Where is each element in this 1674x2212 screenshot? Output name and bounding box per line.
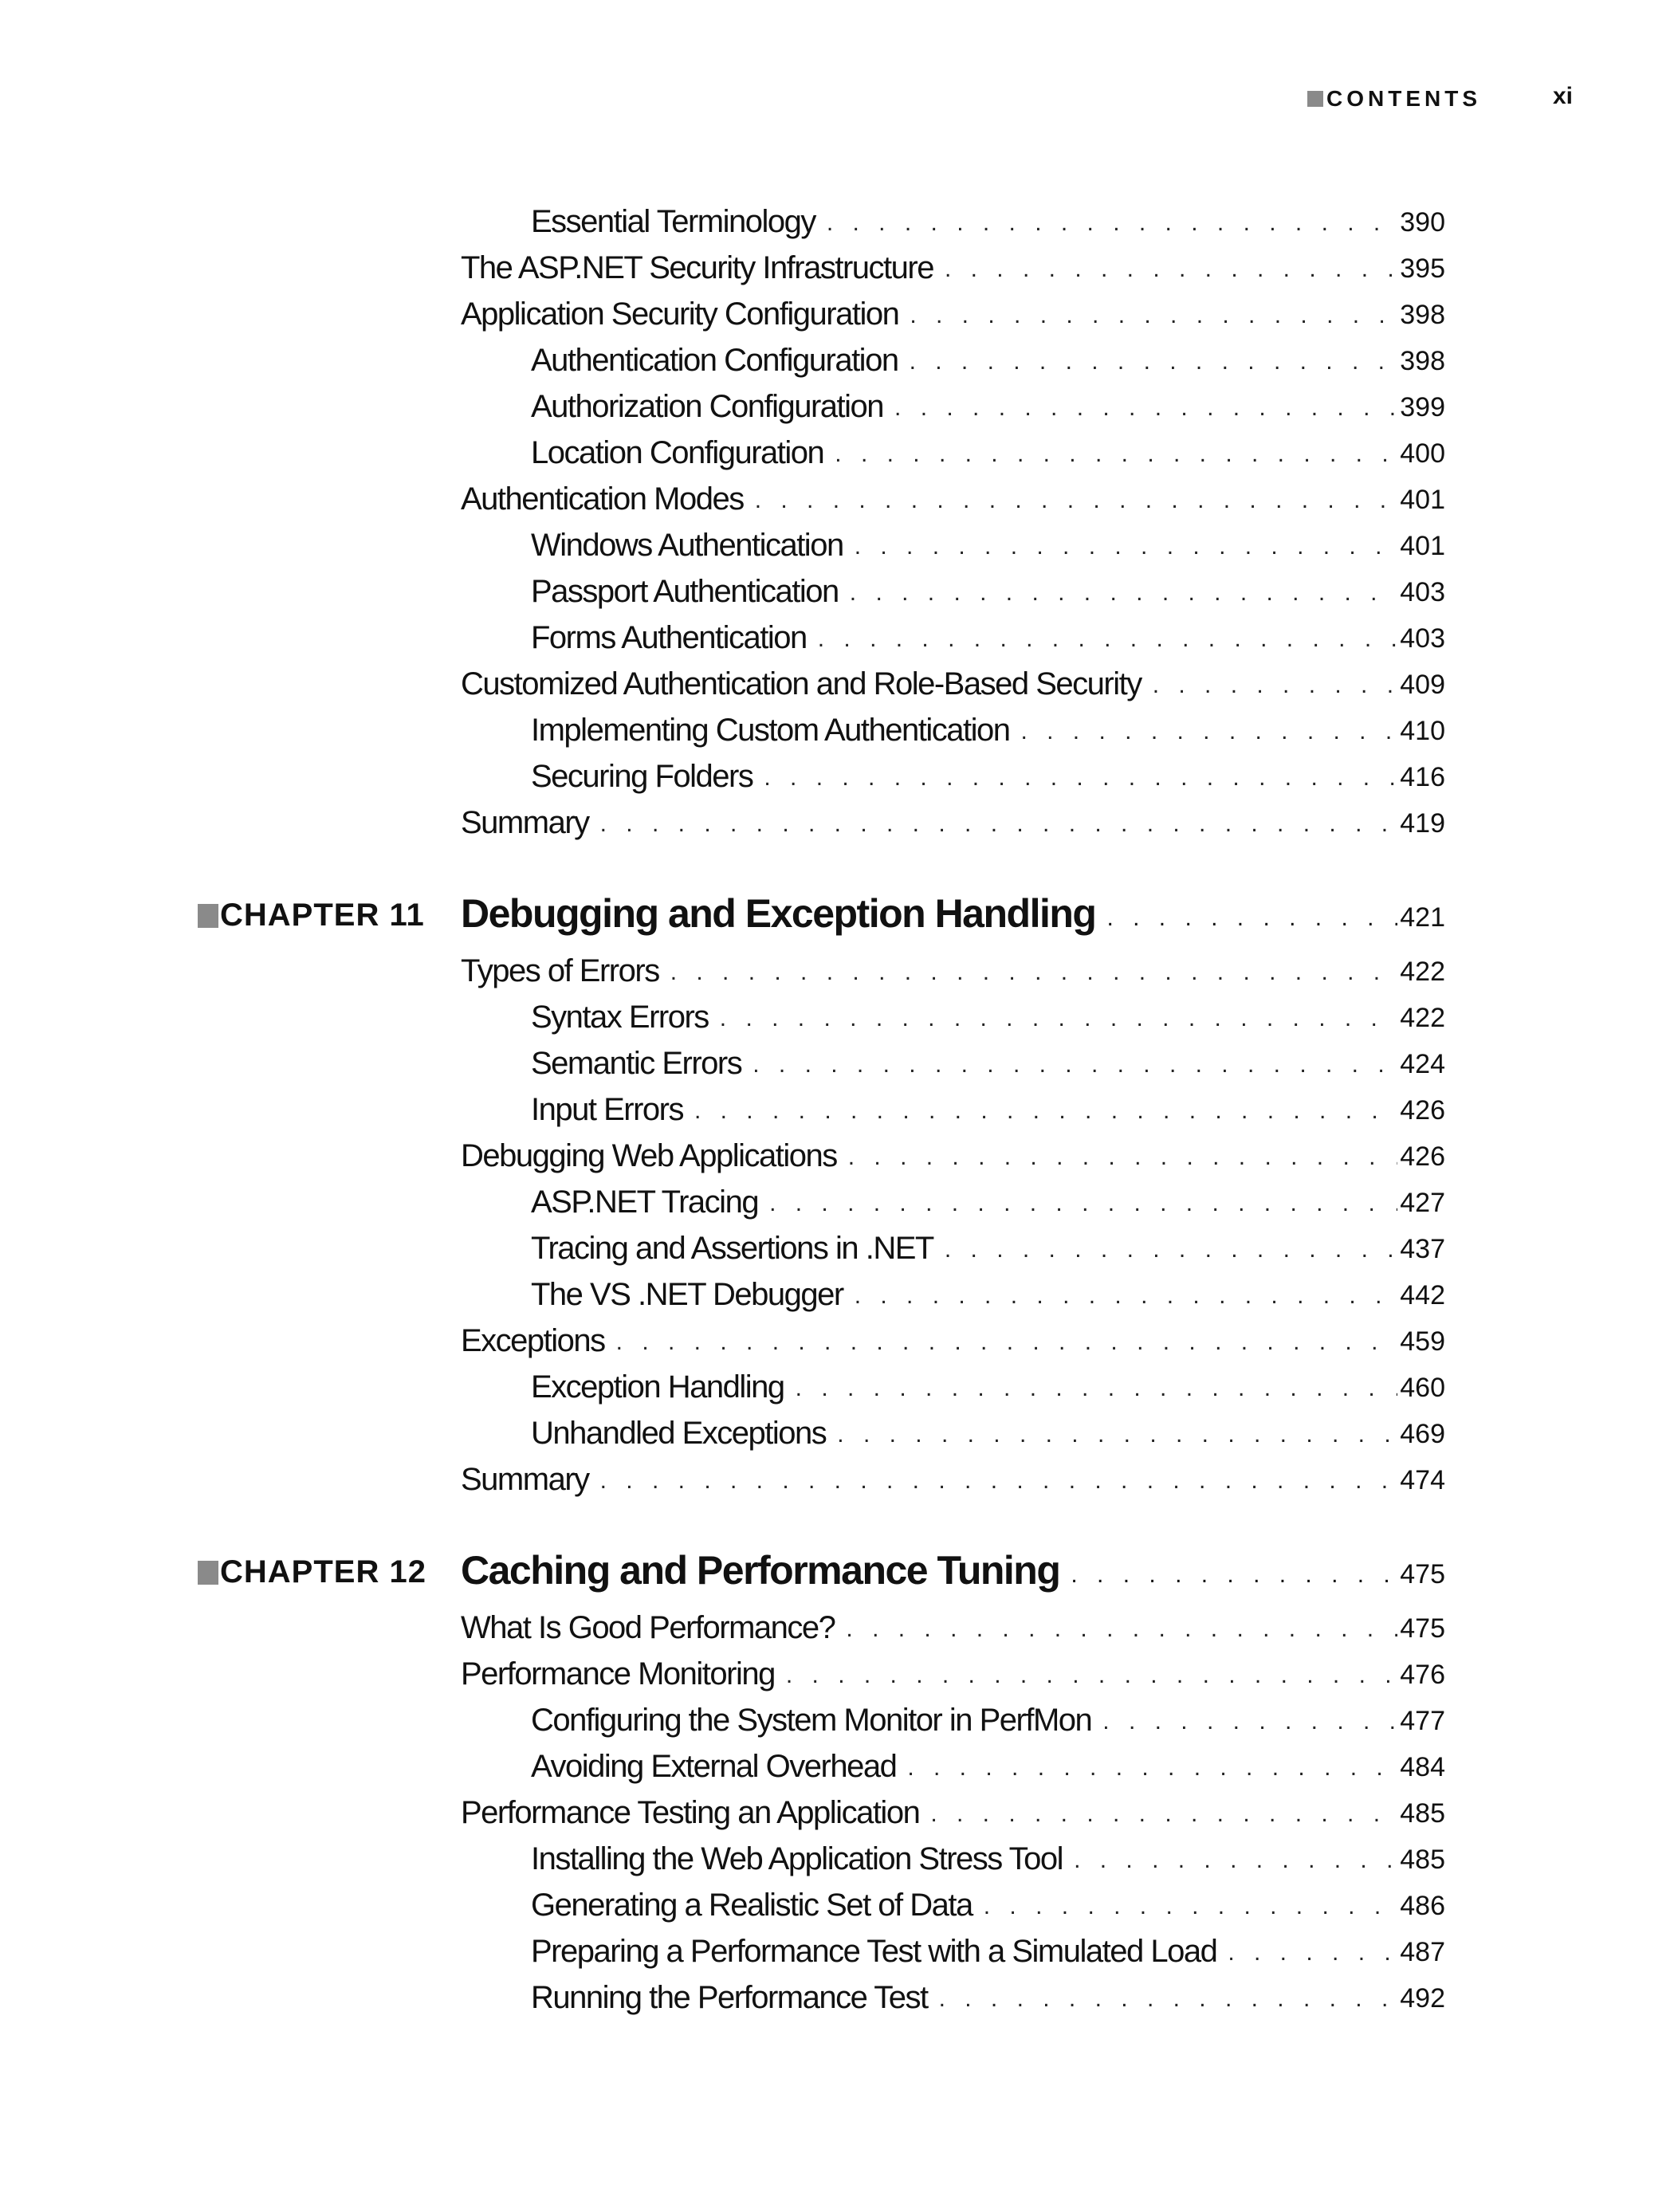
toc-entry-title: Authorization Configuration	[531, 389, 884, 424]
dot-leader	[694, 1099, 1397, 1128]
toc-entry-title: Generating a Realistic Set of Data	[531, 1888, 973, 1923]
dot-leader	[984, 1895, 1397, 1923]
toc-entry[interactable]	[461, 379, 1445, 425]
toc-entry[interactable]	[461, 1405, 1445, 1452]
chapter-12-page: 475	[1400, 1559, 1445, 1589]
toc-entry-page: 477	[1400, 1706, 1445, 1736]
toc-entry-page: 442	[1400, 1280, 1445, 1310]
dot-leader	[848, 1145, 1397, 1174]
toc-entry-title: Windows Authentication	[531, 528, 843, 563]
toc-entry-title: Passport Authentication	[531, 574, 839, 609]
toc-entry[interactable]	[461, 517, 1445, 564]
toc-entry-title: Customized Authentication and Role-Based Security	[461, 666, 1142, 701]
running-head-text: CONTENTS	[1326, 86, 1481, 111]
toc-entry[interactable]	[461, 1452, 1445, 1498]
dot-leader	[753, 1053, 1397, 1082]
toc-entry[interactable]	[461, 425, 1445, 471]
toc-entry-title: Location Configuration	[531, 435, 824, 470]
dot-leader	[850, 581, 1397, 610]
dot-leader	[1071, 1563, 1397, 1593]
toc-entry-page: 426	[1400, 1095, 1445, 1126]
dot-leader	[616, 1330, 1397, 1359]
toc-entry-page: 403	[1400, 623, 1445, 654]
page-folio: xi	[1553, 83, 1574, 109]
toc-entry-title: Running the Performance Test	[531, 1980, 928, 2015]
toc-entry-page: 492	[1400, 1983, 1445, 2014]
toc-entry-title: Performance Monitoring	[461, 1656, 775, 1691]
toc-entry-page: 485	[1400, 1798, 1445, 1829]
dot-leader	[786, 1664, 1397, 1692]
toc-group-2	[461, 943, 1445, 1498]
toc-entry-page: 400	[1400, 438, 1445, 469]
toc-entry[interactable]	[461, 471, 1445, 517]
square-bullet-icon	[198, 1561, 218, 1585]
toc-entry-title: Types of Errors	[461, 953, 659, 988]
toc-entry[interactable]	[461, 656, 1445, 702]
toc-entry[interactable]	[461, 1035, 1445, 1082]
toc-entry[interactable]	[461, 1923, 1445, 1970]
toc-entry-page: 487	[1400, 1937, 1445, 1967]
chapter-12-label: CHAPTER 12	[220, 1554, 426, 1589]
toc-entry-title: Application Security Configuration	[461, 297, 899, 332]
dot-leader	[600, 812, 1397, 841]
toc-entry-page: 422	[1400, 957, 1445, 987]
toc-entry-page: 486	[1400, 1891, 1445, 1921]
toc-entry-title: Input Errors	[531, 1092, 683, 1127]
toc-entry-title: Semantic Errors	[531, 1046, 742, 1081]
toc-entry-page: 427	[1400, 1188, 1445, 1218]
dot-leader	[945, 1238, 1397, 1267]
toc-entry-page: 484	[1400, 1752, 1445, 1782]
toc-entry-page: 422	[1400, 1003, 1445, 1033]
toc-entry[interactable]	[461, 1082, 1445, 1128]
dot-leader	[846, 1617, 1397, 1646]
square-bullet-icon	[198, 904, 218, 928]
dot-leader	[818, 627, 1397, 656]
toc-entry-page: 398	[1400, 300, 1445, 330]
toc-entry-title: Preparing a Performance Test with a Simulated Load	[531, 1934, 1217, 1969]
toc-entry-page: 475	[1400, 1613, 1445, 1644]
dot-leader	[827, 211, 1397, 240]
dot-leader	[796, 1377, 1397, 1405]
toc-entry-title: Avoiding External Overhead	[531, 1749, 897, 1784]
toc-entry[interactable]	[461, 564, 1445, 610]
toc-group-1	[461, 194, 1445, 841]
dot-leader	[910, 304, 1397, 332]
toc-entry-page: 426	[1400, 1141, 1445, 1172]
chapter-12-title: Caching and Performance Tuning	[461, 1548, 1060, 1593]
toc-entry-title: Summary	[461, 805, 589, 840]
toc-entry-title: The VS .NET Debugger	[531, 1277, 843, 1312]
toc-entry-title: Installing the Web Application Stress Tool	[531, 1841, 1063, 1876]
toc-entry-title: ASP.NET Tracing	[531, 1185, 759, 1220]
toc-entry-title: Tracing and Assertions in .NET	[531, 1231, 933, 1266]
dot-leader	[600, 1469, 1397, 1498]
chapter-11-page: 421	[1400, 902, 1445, 933]
dot-leader	[1074, 1849, 1397, 1877]
toc-entry-title: Unhandled Exceptions	[531, 1416, 827, 1451]
dot-leader	[755, 489, 1397, 517]
toc-entry-title: Syntax Errors	[531, 1000, 709, 1035]
chapter-11-title: Debugging and Exception Handling	[461, 891, 1096, 936]
toc-entry-title: Authentication Configuration	[531, 343, 898, 378]
toc-entry[interactable]	[461, 1739, 1445, 1785]
chapter-11-label: CHAPTER 11	[220, 898, 425, 933]
toc-entry-page: 424	[1400, 1049, 1445, 1079]
toc-entry[interactable]	[461, 240, 1445, 286]
dot-leader	[1102, 1710, 1397, 1739]
toc-entry[interactable]	[461, 1692, 1445, 1739]
toc-entry-title: The ASP.NET Security Infrastructure	[461, 250, 933, 285]
toc-entry-title: What Is Good Performance?	[461, 1610, 835, 1645]
dot-leader	[837, 1423, 1397, 1452]
dot-leader	[907, 1756, 1397, 1785]
dot-leader	[855, 1284, 1397, 1313]
toc-entry-page: 399	[1400, 392, 1445, 422]
dot-leader	[945, 257, 1397, 286]
dot-leader	[1153, 674, 1397, 702]
toc-entry-title: Exception Handling	[531, 1369, 784, 1405]
toc-entry-page: 409	[1400, 670, 1445, 700]
dot-leader	[835, 442, 1397, 471]
toc-entry-title: Exceptions	[461, 1323, 605, 1358]
dot-leader	[1228, 1941, 1397, 1970]
toc-entry[interactable]	[461, 1174, 1445, 1220]
toc-entry-title: Summary	[461, 1462, 589, 1497]
chapter-12-heading[interactable]	[220, 1522, 1445, 1593]
toc-entry-title: Forms Authentication	[531, 620, 807, 655]
toc-entry-page: 410	[1400, 716, 1445, 746]
toc-entry[interactable]	[461, 332, 1445, 379]
toc-entry[interactable]	[461, 795, 1445, 841]
toc-entry-page: 403	[1400, 577, 1445, 607]
toc-entry[interactable]	[461, 989, 1445, 1035]
toc-entry[interactable]	[461, 1970, 1445, 2016]
toc-entry[interactable]	[461, 1267, 1445, 1313]
toc-entry-page: 398	[1400, 346, 1445, 376]
toc-entry-title: Securing Folders	[531, 759, 753, 794]
toc-entry[interactable]	[461, 610, 1445, 656]
toc-entry-page: 469	[1400, 1419, 1445, 1449]
toc-entry-page: 437	[1400, 1234, 1445, 1264]
chapter-12-label-wrap	[198, 1554, 426, 1590]
dot-leader	[855, 535, 1397, 564]
dot-leader	[1020, 720, 1397, 748]
toc-entry[interactable]	[461, 1600, 1445, 1646]
toc-entry[interactable]	[461, 1877, 1445, 1923]
dot-leader	[764, 766, 1397, 795]
toc-entry-page: 401	[1400, 485, 1445, 515]
toc-entry[interactable]	[461, 1128, 1445, 1174]
toc-entry[interactable]	[461, 1359, 1445, 1405]
toc-entry[interactable]	[461, 1785, 1445, 1831]
toc-entry-page: 419	[1400, 808, 1445, 839]
square-bullet-icon	[1307, 91, 1323, 107]
toc-group-3	[461, 1600, 1445, 2016]
dot-leader	[939, 1987, 1397, 2016]
toc-entry-title: Configuring the System Monitor in PerfMon	[531, 1703, 1092, 1738]
toc-entry-page: 474	[1400, 1465, 1445, 1495]
toc-entry[interactable]	[461, 1831, 1445, 1877]
toc-entry[interactable]	[461, 1220, 1445, 1267]
toc-entry[interactable]	[461, 194, 1445, 240]
toc-entry-title: Essential Terminology	[531, 204, 815, 239]
toc-entry-page: 395	[1400, 253, 1445, 284]
chapter-11-heading[interactable]	[220, 865, 1445, 937]
toc-entry-page: 485	[1400, 1845, 1445, 1875]
dot-leader	[930, 1802, 1397, 1831]
toc-entry-title: Implementing Custom Authentication	[531, 713, 1010, 748]
toc-entry-title: Debugging Web Applications	[461, 1138, 837, 1173]
toc-entry[interactable]	[461, 1646, 1445, 1692]
toc-entry-page: 476	[1400, 1660, 1445, 1690]
dot-leader	[1106, 906, 1397, 937]
dot-leader	[720, 1007, 1397, 1035]
toc-entry-page: 401	[1400, 531, 1445, 561]
toc-entry-page: 460	[1400, 1373, 1445, 1403]
toc-entry[interactable]	[461, 702, 1445, 748]
toc-entry[interactable]	[461, 943, 1445, 989]
dot-leader	[769, 1192, 1397, 1220]
chapter-11-label-wrap	[198, 898, 425, 933]
toc-entry[interactable]	[461, 286, 1445, 332]
toc-entry-title: Performance Testing an Application	[461, 1795, 920, 1830]
toc-entry-title: Authentication Modes	[461, 481, 744, 517]
toc-entry[interactable]	[461, 748, 1445, 795]
running-head	[1307, 86, 1481, 112]
toc-entry[interactable]	[461, 1313, 1445, 1359]
toc-entry-page: 416	[1400, 762, 1445, 792]
dot-leader	[670, 961, 1397, 989]
toc-entry-page: 390	[1400, 207, 1445, 238]
dot-leader	[910, 350, 1397, 379]
toc-entry-page: 459	[1400, 1326, 1445, 1357]
table-of-contents	[220, 194, 1445, 2016]
dot-leader	[894, 396, 1397, 425]
